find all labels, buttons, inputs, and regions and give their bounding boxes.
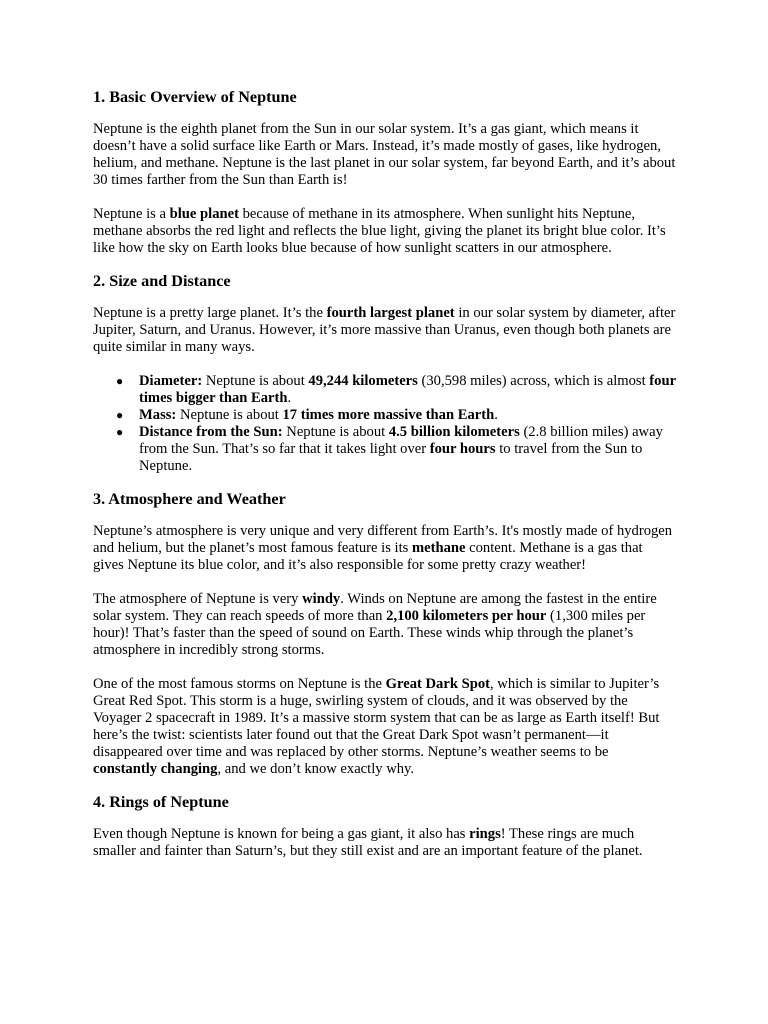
text-run: The atmosphere of Neptune is very <box>93 591 303 607</box>
bold-text: four times bigger than Earth <box>139 373 676 406</box>
text-run: to travel from the Sun to Neptune. <box>139 441 643 474</box>
text-run: . Winds on Neptune are among the fastest in the entire solar system. They can reach speeds of more than <box>93 591 657 624</box>
bold-text: Great Dark Spot <box>385 676 490 692</box>
text-run: . <box>287 390 292 406</box>
paragraph <box>93 523 676 574</box>
paragraph <box>93 121 676 189</box>
text-run: Neptune is a pretty large planet. It’s the <box>93 305 327 321</box>
section-heading-atmosphere-and-weather: 3. Atmosphere and Weather <box>93 490 286 508</box>
bold-text: Diameter: <box>139 373 203 389</box>
bullet-icon: ● <box>116 425 124 439</box>
text-run: Neptune is about <box>176 407 283 423</box>
text-run: One of the most famous storms on Neptune is the <box>93 676 386 692</box>
text-run: . <box>494 407 498 423</box>
section-heading-rings-of-neptune: 4. Rings of Neptune <box>93 793 229 811</box>
bullet-icon: ● <box>116 374 124 388</box>
bold-text: Mass: <box>139 407 177 423</box>
paragraph <box>93 591 676 659</box>
list-item <box>116 373 676 407</box>
bold-text: 49,244 kilometers <box>308 373 418 389</box>
bold-text: constantly changing <box>93 761 218 777</box>
text-run: (1,300 miles per hour)! That’s faster than the speed of sound on Earth. These winds whip through the planet’s atmosphere in incredibly strong storms. <box>93 608 646 658</box>
bold-text: rings <box>469 826 501 842</box>
text-run: Neptune is a <box>93 206 170 222</box>
section-heading-size-and-distance: 2. Size and Distance <box>93 272 231 290</box>
list-item-text <box>139 424 663 474</box>
bold-text: blue planet <box>169 206 239 222</box>
paragraph <box>93 676 676 778</box>
text-run: Neptune is about <box>202 373 309 389</box>
bold-text: 2,100 kilometers per hour <box>386 608 547 624</box>
bold-text: 17 times more massive than Earth <box>282 407 495 423</box>
text-run: Neptune’s atmosphere is very unique and very different from Earth’s. It's mostly made of hydrogen and helium, but the planet’s most famous feature is its <box>93 523 673 556</box>
bold-text: methane <box>411 540 466 556</box>
text-run: , which is similar to Jupiter’s Great Red Spot. This storm is a huge, swirling system of clouds, and it was observed by the Voyager 2 spacecraft in 1989. It’s a massive storm system that can be as large as Earth itself! But here’s the twist: scientists later found out that the Great Dark Spot wasn’t permanent—it disappeared over time and was replaced by other storms. Neptune’s weather seems to be <box>93 676 660 760</box>
bold-text: windy <box>302 591 341 607</box>
text-run: ! These rings are much smaller and fainter than Saturn’s, but they still exist and are an important feature of the planet. <box>93 826 643 859</box>
text-run: , and we don’t know exactly why. <box>217 761 415 777</box>
section-heading-basic-overview: 1. Basic Overview of Neptune <box>93 88 297 106</box>
list-item-text <box>139 407 498 423</box>
list-item <box>116 424 676 475</box>
text-run: because of methane in its atmosphere. When sunlight hits Neptune, methane absorbs the red light and reflects the blue light, giving the planet its bright blue color. It’s like how the sky on Earth looks blue because of how sunlight scatters in our atmosphere. <box>93 206 666 256</box>
text-run: Even though Neptune is known for being a gas giant, it also has <box>93 826 470 842</box>
list-item-text <box>139 373 676 406</box>
bold-text: Distance from the Sun: <box>139 424 283 440</box>
text-run: Neptune is about <box>282 424 389 440</box>
text-run: in our solar system by diameter, after Jupiter, Saturn, and Uranus. However, it’s more massive than Uranus, even though both planets are quite similar in many ways. <box>93 305 676 355</box>
paragraph <box>93 305 676 356</box>
text-run: (30,598 miles) across, which is almost <box>417 373 650 389</box>
bold-text: 4.5 billion kilometers <box>388 424 520 440</box>
bullet-list <box>93 373 676 475</box>
paragraph <box>93 826 676 860</box>
text-run: (2.8 billion miles) away from the Sun. That’s so far that it takes light over <box>139 424 663 457</box>
list-item <box>116 407 676 424</box>
paragraph <box>93 206 676 257</box>
bold-text: fourth largest planet <box>326 305 455 321</box>
bullet-icon: ● <box>116 408 124 422</box>
text-run: content. Methane is a gas that gives Neptune its blue color, and it’s also responsible for some pretty crazy weather! <box>93 540 643 573</box>
bold-text: four hours <box>429 441 496 457</box>
text-run: Neptune is the eighth planet from the Sun in our solar system. It’s a gas giant, which means it doesn’t have a solid surface like Earth or Mars. Instead, it’s made mostly of gases, like hydrogen, helium, and methane. Neptune is the last planet in our solar system, far beyond Earth, and it’s about 30 times farther from the Sun than Earth is! <box>93 121 676 188</box>
